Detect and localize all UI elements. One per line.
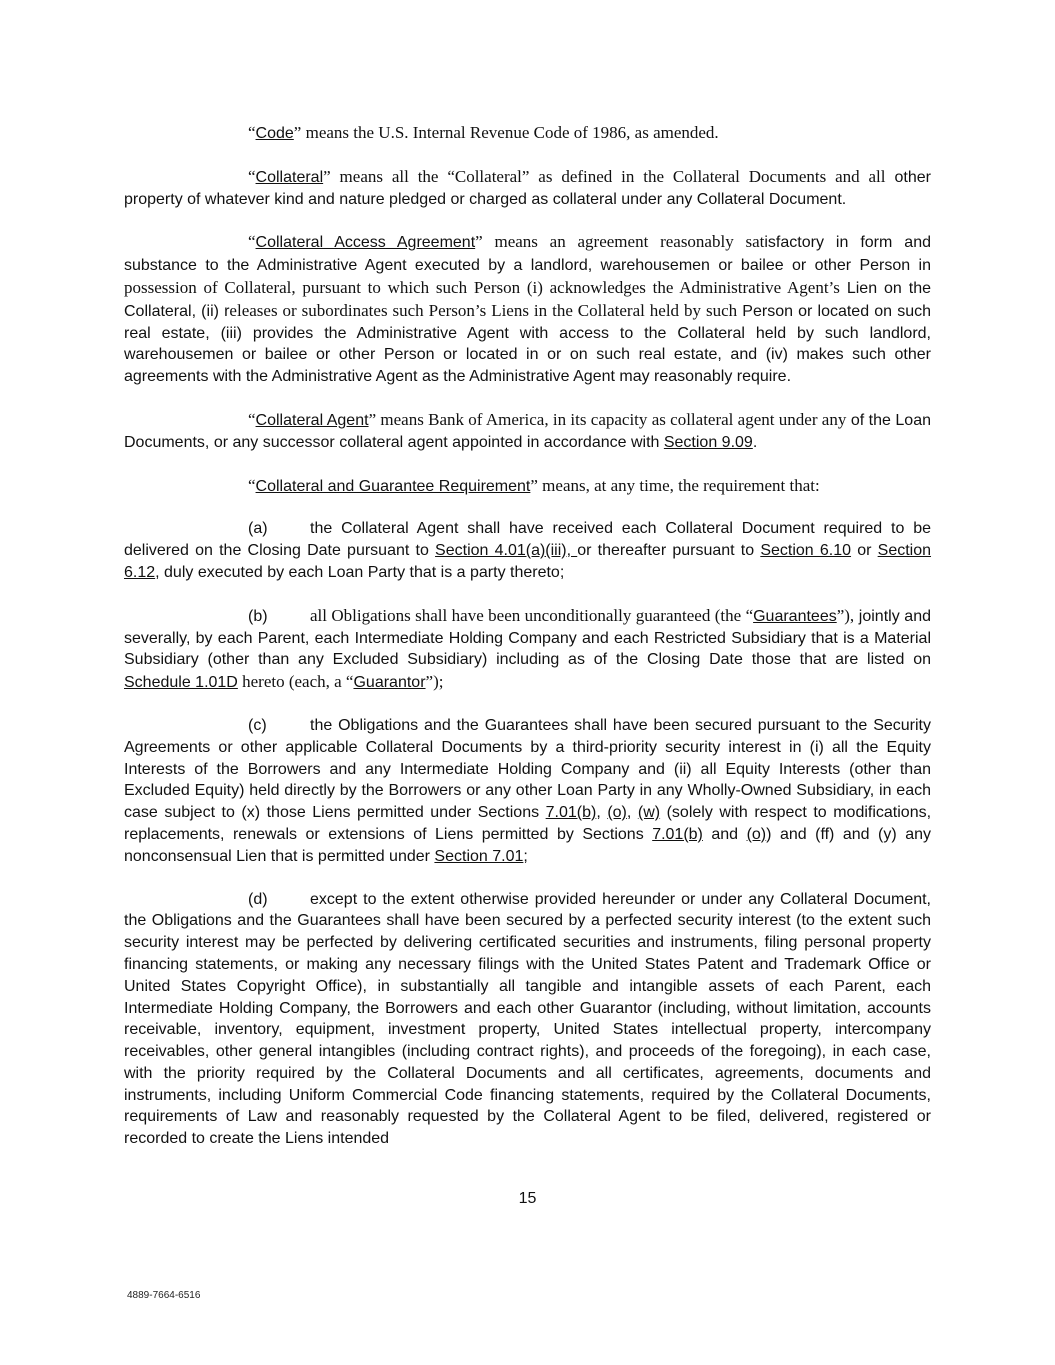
- clause-label-a: (a): [248, 520, 268, 538]
- quote-open: “: [248, 475, 256, 495]
- clause-a: [124, 518, 931, 583]
- defined-term-collateral-agent: Collateral Agent: [255, 411, 369, 429]
- separator: ,: [596, 804, 608, 822]
- section-ref-7-01b-second: 7.01(b): [652, 825, 703, 843]
- quote-open: “: [248, 409, 256, 429]
- clause-label-d: (d): [248, 890, 268, 908]
- clause-b-text-1: jointly and severally, by each Parent, each Intermediate Holding Company and each Restricted Subsidiary that is a Material Subsidiary (other than any Excluded Subsidiary) including as of the Closing Date those that are listed on: [124, 607, 931, 669]
- section-ref-o: (o): [607, 804, 627, 822]
- section-ref-6-10: Section 6.10: [760, 542, 852, 560]
- section-ref-7-01: Section 7.01: [434, 847, 524, 865]
- quote-open: “: [248, 166, 256, 186]
- collateral-agent-text: of the Loan Documents, or any successor collateral agent appointed in accordance with: [124, 411, 931, 451]
- section-ref-4-01: Section 4.01(a)(iii),: [435, 542, 578, 560]
- clause-d: [124, 889, 931, 1151]
- separator: ,: [626, 804, 638, 822]
- caa-text-2: Lien on the Collateral, (ii) r: [124, 279, 932, 320]
- definition-collateral-guarantee-requirement: [124, 475, 931, 498]
- clause-a-text-4: , duly executed by each Loan Party that is a party thereto;: [155, 563, 565, 581]
- defined-term-code: Code: [255, 125, 294, 142]
- definition-collateral-lead: means all the “Collateral” as defined in the Collateral Documents and all: [330, 166, 886, 186]
- caa-serif-text-1: possession of Collateral, pursuant to which such Person (i) acknowledges the Administrative Agent’s: [124, 277, 840, 297]
- section-ref-o-second: (o): [746, 825, 767, 843]
- cgr-lead: means, at any time, the requirement that:: [537, 475, 820, 495]
- quote-close: ”: [368, 409, 377, 429]
- section-ref-9-09: Section 9.09: [663, 433, 753, 451]
- document-id: 4889-7664-6516: [127, 1290, 201, 1301]
- quote-close: ”: [475, 232, 483, 252]
- page-number: 15: [518, 1190, 537, 1207]
- clause-b-lead: all Obligations shall have been unconditionally guaranteed (the “: [310, 605, 754, 625]
- quote-open: “: [248, 232, 256, 252]
- caa-lead: means an agreement reasonably sat: [482, 232, 765, 252]
- clause-c-text-1: the Obligations and the Guarantees shall have been secured pursuant to the Security Agreements or other applicable Collateral Documents by a third-priority security interest in (i) all the Equity Interests of the Borrowers and any Intermediate Holding Company and (ii) all Equity Interests (other than Excluded Equity) held directly by the Borrowers or any other Loan Party in any Wholly-Owned Subsidiary, in each case subject to (x) those Liens permitted under Sections: [124, 716, 931, 822]
- defined-term-collateral-guarantee-requirement: Collateral and Guarantee Requirement: [255, 477, 531, 495]
- collateral-agent-lead: means Bank of America, in its capacity as collateral agent under any: [376, 409, 847, 429]
- clause-label-c: (c): [248, 716, 267, 734]
- clause-label-b: (b): [248, 607, 268, 625]
- definition-collateral: [124, 166, 931, 211]
- clause-c-text-3: and: [702, 825, 747, 843]
- clause-a-text-3: or: [851, 542, 878, 560]
- clause-c: [124, 715, 931, 868]
- quote-open: “: [248, 123, 256, 142]
- section-ref-7-01b: 7.01(b): [545, 804, 597, 822]
- definition-code: [124, 122, 931, 145]
- clause-d-text: except to the extent otherwise provided hereunder or under any Collateral Document, the Obligations and the Guarantees shall have been secured by a perfected security interest (to the extent such security interest may be perfected by delivering certificated securities and instruments, filing personal property financing statements, or making any necessary filings with the United States Patent and Trademark Office or United States Copyright Office), in substantially all tangible and intangible assets of each Parent, each Intermediate Holding Company, the Borrowers and each other Guarantor (including, without limitation, accounts receivable, inventory, equipment, investment property, United States intellectual property, intercompany receivables, other general intangibles (including contract rights), and proceeds of the foregoing), in each case, with the priority required by the Collateral Documents and all certificates, agreements, documents and instruments, including Uniform Commercial Code financing statements, required by the Collateral Documents, requirements of Law and reasonably requested by the Collateral Agent to be filed, delivered, registered or recorded to create the Liens intended: [124, 890, 931, 1148]
- period: .: [752, 433, 758, 451]
- definition-collateral-text: other property of whatever kind and nature pledged or charged as collateral under any Collateral Document.: [124, 168, 931, 208]
- section-ref-6-12: Section 6.12: [124, 542, 932, 581]
- document-page: [124, 122, 931, 1150]
- defined-term-collateral-access-agreement: Collateral Access Agreement: [255, 234, 476, 252]
- clause-b: [124, 605, 931, 694]
- clause-c-text-5: ;: [523, 847, 528, 865]
- clause-b-serif-text: hereto (each, a “: [237, 672, 354, 692]
- clause-a-text-2: or thereafter pursuant to: [577, 542, 761, 560]
- clause-b-lead-close: ”),: [836, 605, 855, 625]
- defined-term-guarantees: Guarantees: [753, 607, 837, 625]
- quote-close: ”: [530, 475, 538, 495]
- quote-close: ”: [293, 123, 302, 142]
- caa-serif-text-2: eleases or subordinates such Person’s Liens in the Collateral held by such: [229, 300, 738, 320]
- schedule-ref-1-01d: Schedule 1.01D: [124, 674, 238, 692]
- clause-a-text-1: the Collateral Agent shall have received each Collateral Document required to be delivered on the Closing Date pursuant to: [124, 520, 931, 560]
- clause-c-text-2: (solely with respect to modifications, replacements, renewals or extensions of Liens permitted by Sections: [124, 804, 932, 843]
- defined-term-guarantor: Guarantor: [353, 674, 426, 692]
- defined-term-collateral: Collateral: [255, 168, 324, 186]
- definition-collateral-access-agreement: [124, 231, 931, 388]
- definition-collateral-agent: [124, 409, 931, 454]
- quote-close: ”: [323, 166, 331, 186]
- definition-code-text: means the U.S. Internal Revenue Code of 1986, as amended.: [301, 123, 719, 142]
- caa-text-1: isfactory in form and substance to the Administrative Agent executed by a landlord, warehousemen or bailee or other Person in: [124, 234, 932, 275]
- clause-b-end: ”);: [425, 672, 444, 692]
- caa-text-3: Person or located on such real estate, (iii) provides the Administrative Agent with access to the Collateral held by such landlord, warehousemen or bailee or other Person or located in or on such real estate, and (iv) makes such other agreements with the Administrative Agent as the Administrative Agent may reasonably require.: [124, 302, 931, 386]
- clause-c-text-4: ) and (ff) and (y) any nonconsensual Lien that is permitted under: [124, 825, 931, 865]
- section-ref-w: (w): [637, 804, 661, 822]
